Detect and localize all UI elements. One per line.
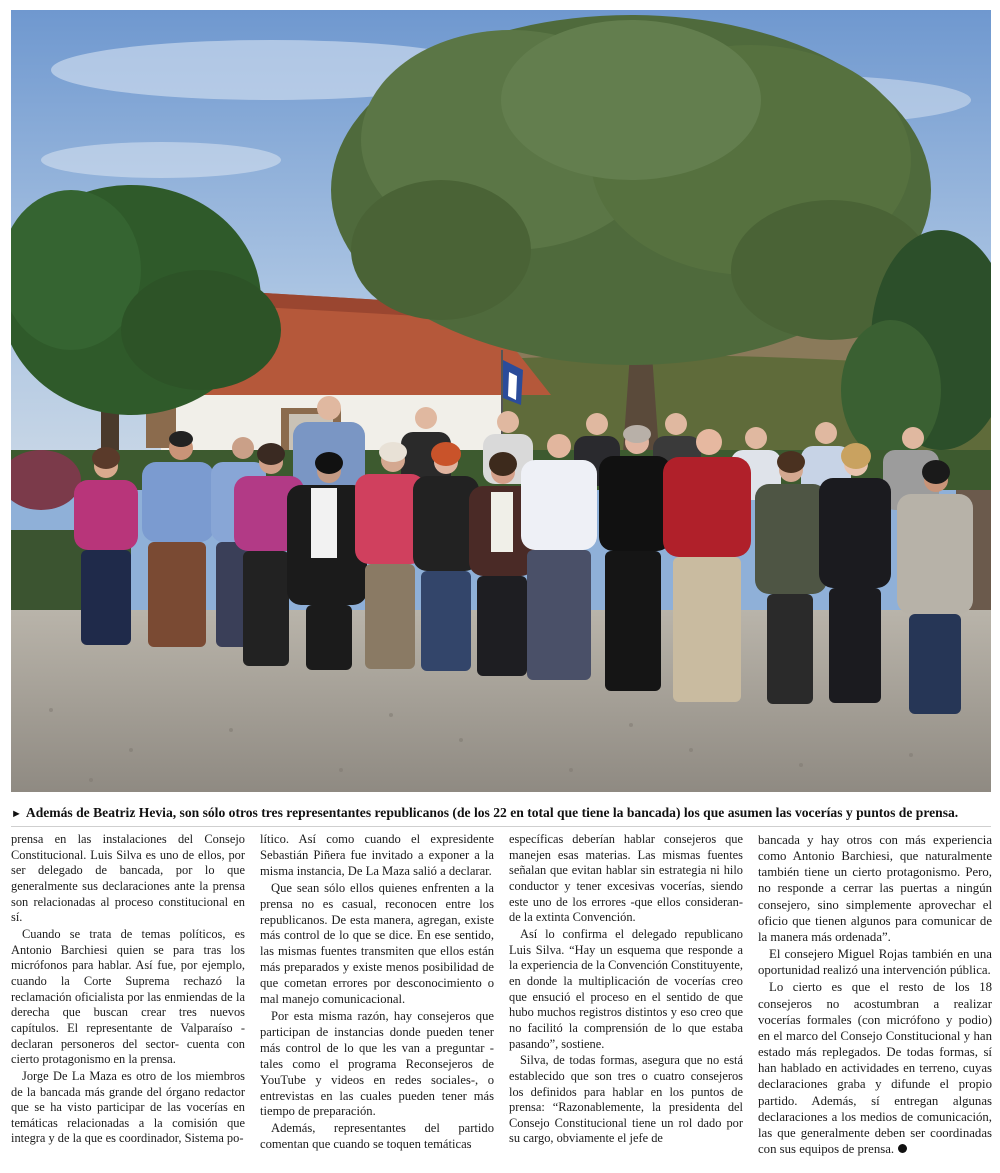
end-of-article-icon	[898, 1144, 907, 1153]
paragraph: Que sean sólo ellos quienes enfrenten a la prensa no es casual, reconocen entre los republicanos. De esta manera, agregan, existe más control de lo que se dice. En ese sentido, las mismas fuentes transmiten que ellos están más preparados y existe menos posibilidad de que cometan errores por desconocimiento o mal manejo comunicacional.	[260, 880, 494, 1007]
paragraph: Además, representantes del partido comentan que cuando se toquen temáticas	[260, 1121, 494, 1152]
article-body	[11, 832, 993, 1162]
paragraph-text: Lo cierto es que el resto de los 18 consejeros no acostumbran a realizar vocerías formales (con micrófono y podio) en el marco del Consejo Constitucional y han estado más replegados. De todas formas, sí han hablado en actividades en terreno, cuyas declaraciones graba y difunde el propio partido. Además, sí entregan algunas declaraciones a los medios de comunicación, las que generalmente deben ser coordinadas con sus equipos de prensa.	[758, 980, 992, 1156]
article-column-1	[11, 832, 245, 1162]
caption-arrow-icon: ►	[11, 808, 22, 820]
paragraph: bancada y hay otros con más experiencia como Antonio Barchiesi, que naturalmente también tiene un cierto protagonismo. Pero, no responde a cerrar las puertas a ningún consejero, sino simplemente aprovechar el oficio que tienen algunos para comunicar de la manera más ordenada”.	[758, 833, 992, 944]
paragraph: Jorge De La Maza es otro de los miembros de la bancada más grande del órgano redactor que se ha visto participar de las vocerías en temáticas relacionadas a la comisión que integra y de la que es coordinador, Sistema po-	[11, 1068, 245, 1146]
caption-text: Además de Beatriz Hevia, son sólo otros tres representantes republicanos (de los 22 en total que tiene la bancada) los que asumen las vocerías y puntos de prensa.	[25, 805, 959, 820]
article-column-2	[260, 832, 494, 1162]
article-column-3	[509, 832, 743, 1162]
group-photo-illustration	[11, 10, 991, 792]
paragraph: Así lo confirma el delegado republicano Luis Silva. “Hay un esquema que responde a la experiencia de la Convención Constituyente, en donde la multiplicación de vocerías creo que ensució el proceso en el sentido de que hubo muchos registros distintos y eso creo que no facilitó la comprensión de lo que estaba pasando”, sostiene.	[509, 926, 743, 1051]
paragraph: Por esta misma razón, hay consejeros que participan de instancias donde pueden tener más control de lo que les van a preguntar -tales como el programa Reconsejeros de YouTube y videos en redes sociales-, o entrevistas en las cuales pueden tener más tiempo de preparación.	[260, 1008, 494, 1119]
paragraph: El consejero Miguel Rojas también en una oportunidad realizó una intervención pública.	[758, 947, 992, 978]
caption-divider	[11, 826, 991, 827]
paragraph: Cuando se trata de temas políticos, es Antonio Barchiesi quien se para tras los micrófonos para hablar. Así fue, por ejemplo, cuando la Corte Suprema rechazó la reclamación oficialista por las enmiendas de la derecha que buscan crear tres nuevos capítulos. El representante de Valparaíso -declaran personeros del sector- cuenta con cierto protagonismo en la prensa.	[11, 926, 245, 1067]
paragraph: prensa en las instalaciones del Consejo Constitucional. Luis Silva es uno de ellos, por ser delegado de bancada, por lo que generalmente sus declaraciones ante la prensa son relacionadas al proceso constitucional en sí.	[11, 832, 245, 925]
paragraph: específicas deberían hablar consejeros que manejen esas materias. Las mismas fuentes señalan que evitan hablar sin estrategia ni hilo conductor y tener excesivas vocerías, siendo este uno de los errores -que ellos consideran- de la extinta Convención.	[509, 832, 743, 925]
paragraph-final	[758, 979, 992, 1157]
article-column-4	[758, 832, 992, 1162]
news-photo	[11, 10, 991, 792]
paragraph: lítico. Así como cuando el expresidente Sebastián Piñera fue invitado a exponer a la misma instancia, De La Maza salió a declarar.	[260, 832, 494, 878]
photo-caption	[11, 802, 991, 824]
paragraph: Silva, de todas formas, asegura que no está establecido que son tres o cuatro consejeros los definidos para hablar en los puntos de prensa: “Razonablemente, la presidenta del Consejo Constitucional tiene un rol dado por su cargo, obviamente el jefe de	[509, 1053, 743, 1146]
